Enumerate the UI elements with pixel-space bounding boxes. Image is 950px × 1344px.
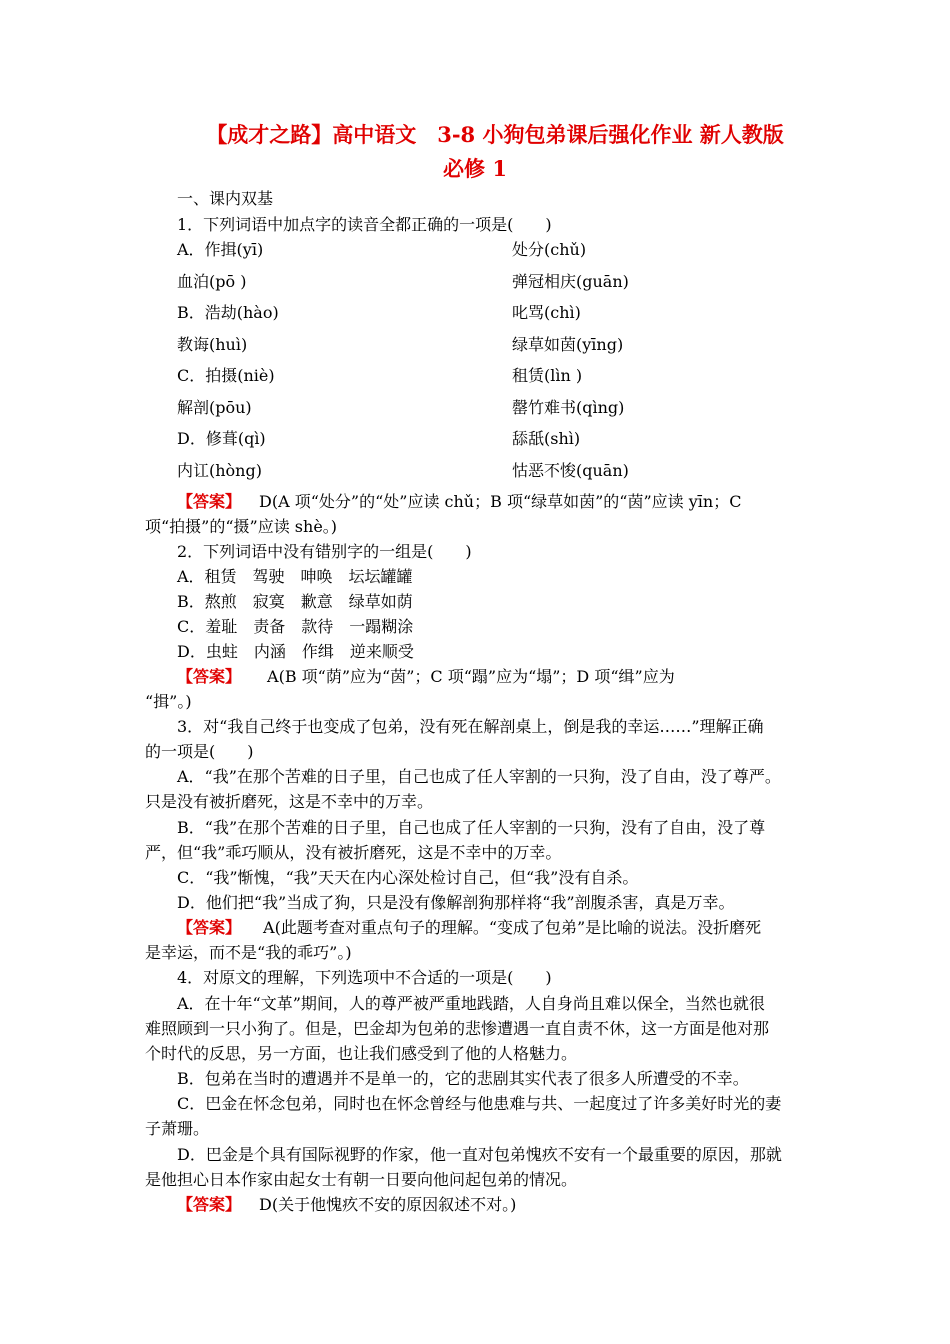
q4-option-a-cont: 难照顾到一只小狗了。但是，巴金却为包弟的悲惨遭遇一直自责不休，这一方面是他对那 bbox=[145, 1019, 770, 1038]
q4-option-a: A．在十年“文革”期间，人的尊严被严重地践踏，人自身尚且难以保全，当然也就很 bbox=[177, 994, 765, 1013]
q3-option-b: B．“我”在那个苦难的日子里，自己也成了任人宰割的一只狗，没有了自由，没了尊 bbox=[177, 818, 766, 837]
q3-stem-cont: 的一项是( ) bbox=[145, 742, 254, 761]
q1-option-cell: D．修葺(qì) bbox=[177, 429, 266, 448]
q4-option-c: C．巴金在怀念包弟，同时也在怀念曾经与他患难与共、一起度过了许多美好时光的妻 bbox=[177, 1094, 782, 1113]
q2-option-c: C．羞耻 责备 款待 一蹋糊涂 bbox=[177, 617, 414, 636]
q1-option-cell: 处分(chǔ) bbox=[512, 240, 587, 259]
q1-answer-cont: 项“拍摄”的“摄”应读 shè。) bbox=[145, 517, 338, 536]
q1-answer bbox=[177, 489, 741, 514]
q1-option-cell: 弹冠相庆(guān) bbox=[512, 272, 629, 291]
q4-option-d: D．巴金是个具有国际视野的作家，他一直对包弟愧疚不安有一个最重要的原因，那就 bbox=[177, 1145, 782, 1164]
q1-option-cell: B．浩劫(hào) bbox=[177, 303, 279, 322]
q1-option-cell: 绿草如茵(yīng) bbox=[512, 335, 624, 354]
answer-text: D(关于他愧疚不安的原因叙述不对。) bbox=[259, 1195, 517, 1214]
answer-label: 【答案】 bbox=[177, 667, 242, 686]
q3-option-d: D．他们把“我”当成了狗，只是没有像解剖狗那样将“我”剖腹杀害，真是万幸。 bbox=[177, 893, 735, 912]
q3-option-b-cont: 严，但“我”乖巧顺从，没有被折磨死，这是不幸中的万幸。 bbox=[145, 843, 562, 862]
q3-option-a: A．“我”在那个苦难的日子里，自己也成了任人宰割的一只狗，没了自由，没了尊严。 bbox=[177, 767, 781, 786]
q3-answer-cont: 是幸运，而不是“我的乖巧”。) bbox=[145, 943, 352, 962]
q4-option-c-cont: 子萧珊。 bbox=[145, 1119, 210, 1138]
q1-option-cell: 舔舐(shì) bbox=[512, 429, 581, 448]
q1-option-cell: 内讧(hòng) bbox=[177, 461, 262, 480]
section-heading: 一、课内双基 bbox=[177, 189, 274, 208]
answer-label: 【答案】 bbox=[177, 1195, 242, 1214]
q3-answer bbox=[177, 915, 761, 940]
answer-label: 【答案】 bbox=[177, 492, 242, 511]
q1-option-cell: A．作揖(yī) bbox=[177, 240, 264, 259]
q1-option-cell: 怙恶不悛(quān) bbox=[512, 461, 629, 480]
q1-option-cell: 租赁(lìn ) bbox=[512, 366, 583, 385]
answer-label: 【答案】 bbox=[177, 918, 242, 937]
q1-option-cell: C．拍摄(niè) bbox=[177, 366, 275, 385]
q1-option-cell: 叱骂(chì) bbox=[512, 303, 581, 322]
q2-answer bbox=[177, 664, 675, 689]
answer-text: A(此题考查对重点句子的理解。“变成了包弟”是比喻的说法。没折磨死 bbox=[263, 918, 762, 937]
q3-option-a-cont: 只是没有被折磨死，这是不幸中的万幸。 bbox=[145, 792, 434, 811]
q2-option-b: B．熬煎 寂寞 歉意 绿草如荫 bbox=[177, 592, 413, 611]
q1-option-cell: 解剖(pōu) bbox=[177, 398, 252, 417]
q4-option-d-cont: 是他担心日本作家由起女士有朝一日要向他问起包弟的情况。 bbox=[145, 1170, 578, 1189]
q2-option-d: D．虫蛀 内涵 作缉 逆来顺受 bbox=[177, 642, 414, 661]
q4-option-a-cont2: 个时代的反思，另一方面，也让我们感受到了他的人格魅力。 bbox=[145, 1044, 578, 1063]
q2-stem: 2．下列词语中没有错别字的一组是( ) bbox=[177, 542, 472, 561]
q2-answer-cont: “揖”。) bbox=[145, 692, 192, 711]
q4-stem: 4．对原文的理解，下列选项中不合适的一项是( ) bbox=[177, 968, 552, 987]
doc-title-line1: 【成才之路】高中语文 3-8 小狗包弟课后强化作业 新人教版 bbox=[206, 122, 784, 147]
q1-option-cell: 罄竹难书(qìng) bbox=[512, 398, 625, 417]
q1-option-cell: 教诲(huì) bbox=[177, 335, 248, 354]
q3-option-c: C．“我”惭愧，“我”天天在内心深处检讨自己，但“我”没有自杀。 bbox=[177, 868, 639, 887]
answer-text: D(A 项“处分”的“处”应读 chǔ；B 项“绿草如茵”的“茵”应读 yīn；C bbox=[259, 492, 742, 511]
q2-option-a: A．租赁 驾驶 呻唤 坛坛罐罐 bbox=[177, 567, 413, 586]
answer-text: A(B 项“荫”应为“茵”；C 项“蹋”应为“塌”；D 项“缉”应为 bbox=[267, 667, 675, 686]
q1-option-cell: 血泊(pō ) bbox=[177, 272, 247, 291]
q3-stem: 3．对“我自己终于也变成了包弟，没有死在解剖桌上，倒是我的幸运……”理解正确 bbox=[177, 717, 764, 736]
q4-option-b: B．包弟在当时的遭遇并不是单一的，它的悲剧其实代表了很多人所遭受的不幸。 bbox=[177, 1069, 749, 1088]
q1-stem: 1．下列词语中加点字的读音全都正确的一项是( ) bbox=[177, 215, 552, 234]
q4-answer bbox=[177, 1192, 516, 1217]
doc-title-line2: 必修 1 bbox=[443, 156, 507, 181]
